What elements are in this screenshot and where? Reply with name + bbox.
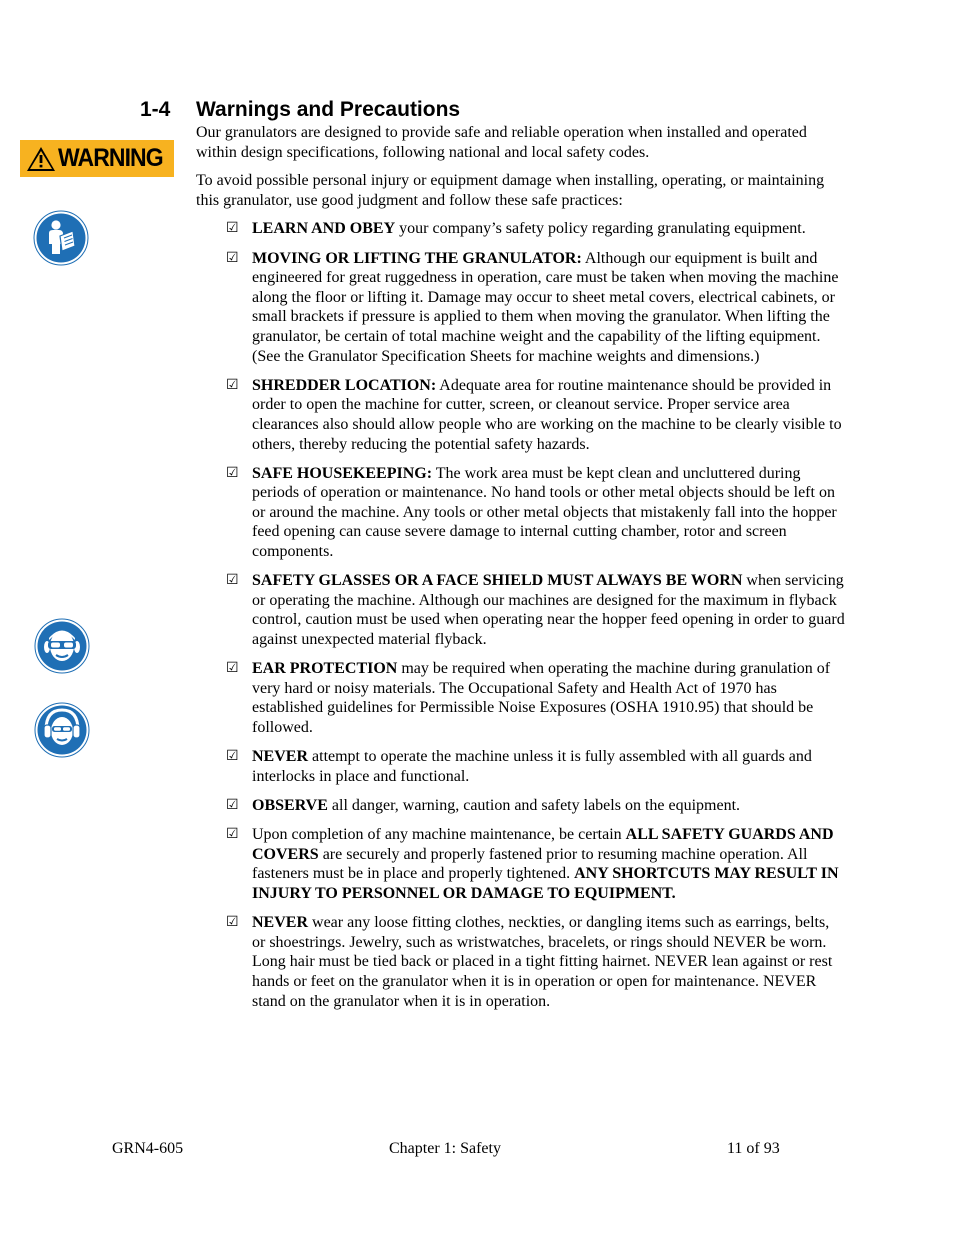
section-heading: Warnings and Precautions: [196, 98, 461, 121]
item-emphasis: NEVER: [252, 914, 309, 932]
list-item: [196, 747, 846, 786]
checkbox-icon: ☑: [226, 796, 239, 813]
safety-glasses-icon: [34, 618, 90, 674]
item-text: Upon completion of any machine maintenance, be certain: [252, 826, 626, 844]
item-emphasis: MOVING OR LIFTING THE GRANULATOR:: [252, 249, 582, 267]
read-manual-icon: [33, 210, 89, 266]
item-emphasis: SHREDDER LOCATION:: [252, 376, 437, 394]
checkbox-icon: ☑: [226, 914, 239, 931]
item-emphasis: ALL SAFETY GUARDS AND COVERS: [252, 826, 834, 863]
checkbox-icon: ☑: [226, 660, 239, 677]
list-item: [196, 825, 846, 903]
document-body: [196, 123, 846, 1021]
warning-sign: [20, 140, 174, 177]
list-item: [196, 913, 846, 1011]
list-item: [196, 464, 846, 562]
list-item: [196, 659, 846, 737]
item-text: may be required when operating the machine during granulation of very hard or noisy materials. The Occupational Safety and Health Act of 1970 has established guidelines for Permissible Noise Exposures (OSHA 1910.95) that should be followed.: [252, 660, 831, 736]
list-item: [196, 571, 846, 649]
item-text: The work area must be kept clean and uncluttered during periods of operation or maintenance. No hand tools or other metal objects should be left on or around the machine. Any tools or other metal objects that mistakenly fall into the hopper feed opening can cause severe damage to internal cutting chamber, rotor and screen components.: [252, 464, 837, 561]
item-emphasis: LEARN AND OBEY: [252, 220, 396, 238]
section-number: 1-4: [140, 98, 171, 121]
checkbox-icon: ☑: [226, 249, 239, 266]
checkbox-icon: ☑: [226, 572, 239, 589]
item-text: are securely and properly fastened prior to resuming machine operation. All fasteners must be in place and properly tightened.: [252, 845, 808, 883]
list-item: [196, 376, 846, 454]
item-emphasis: ANY SHORTCUTS MAY RESULT IN INJURY TO PERSONNEL OR DAMAGE TO EQUIPMENT.: [252, 865, 839, 902]
footer-page-number: 11 of 93: [727, 1140, 780, 1157]
item-text: all danger, warning, caution and safety labels on the equipment.: [327, 796, 741, 814]
item-emphasis: SAFETY GLASSES OR A FACE SHIELD MUST ALWAYS BE WORN: [252, 572, 743, 590]
warning-triangle-icon: [26, 146, 56, 172]
item-emphasis: EAR PROTECTION: [252, 660, 398, 678]
intro-paragraph-2: To avoid possible personal injury or equipment damage when installing, operating, or maintaining this granulator, use good judgment and follow these safe practices:: [196, 172, 825, 209]
checkbox-icon: ☑: [226, 464, 239, 481]
section-title: [140, 96, 460, 124]
list-item: [196, 796, 846, 816]
item-text: attempt to operate the machine unless it is fully assembled with all guards and interlocks in place and functional.: [252, 748, 812, 785]
warning-label: WARNING: [58, 144, 163, 172]
item-emphasis: SAFE HOUSEKEEPING:: [252, 464, 433, 482]
item-emphasis: NEVER: [252, 748, 309, 766]
checkbox-icon: ☑: [226, 220, 239, 237]
footer-doc-id: GRN4-605: [112, 1140, 184, 1157]
list-item: [196, 249, 846, 367]
checkbox-icon: ☑: [226, 826, 239, 843]
checkbox-icon: ☑: [226, 748, 239, 765]
item-text: when servicing or operating the machine. Although our machines are designed for the maximum in flyback control, caution must be used when operating near the hopper feed opening in order to guard against unexpected material flyback.: [252, 572, 845, 649]
safety-practices-list: [196, 219, 846, 1011]
footer-chapter: Chapter 1: Safety: [389, 1140, 501, 1157]
checkbox-icon: ☑: [226, 376, 239, 393]
list-item: [196, 219, 846, 239]
item-emphasis: OBSERVE: [252, 796, 328, 814]
item-text: Adequate area for routine maintenance should be provided in order to open the machine for cutter, screen, or cleanout service. Proper service area clearances also should allow people who are working on the machine to be clearly visible to others, thereby reducing the potential safety hazards.: [252, 376, 842, 453]
item-text: your company’s safety policy regarding granulating equipment.: [395, 220, 806, 238]
item-text: Although our equipment is built and engineered for great ruggedness in operation, care must be taken when moving the machine along the floor or lifting it. Damage may occur to sheet metal covers, electrical cabinets, or small brackets if pressure is applied to them when moving the granulator. When lifting the granulator, be certain of total machine weight and the capability of the lifting equipment. (See the Granulator Specification Sheets for machine weights and dimensions.): [252, 249, 839, 365]
intro-paragraph-1: Our granulators are designed to provide safe and reliable operation when installed and operated within design specifications, following national and local safety codes.: [196, 124, 807, 161]
item-text: wear any loose fitting clothes, neckties, or dangling items such as earrings, belts, or shoestrings. Jewelry, such as wristwatches, bracelets, or rings should NEVER be worn. Long hair must be tied back or placed in a tight fitting hairnet. NEVER lean against or rest hands or feet on the granulator when it is in operation or open for maintenance. NEVER stand on the granulator when it is in operation.: [252, 914, 833, 1010]
ear-protection-icon: [34, 702, 90, 758]
